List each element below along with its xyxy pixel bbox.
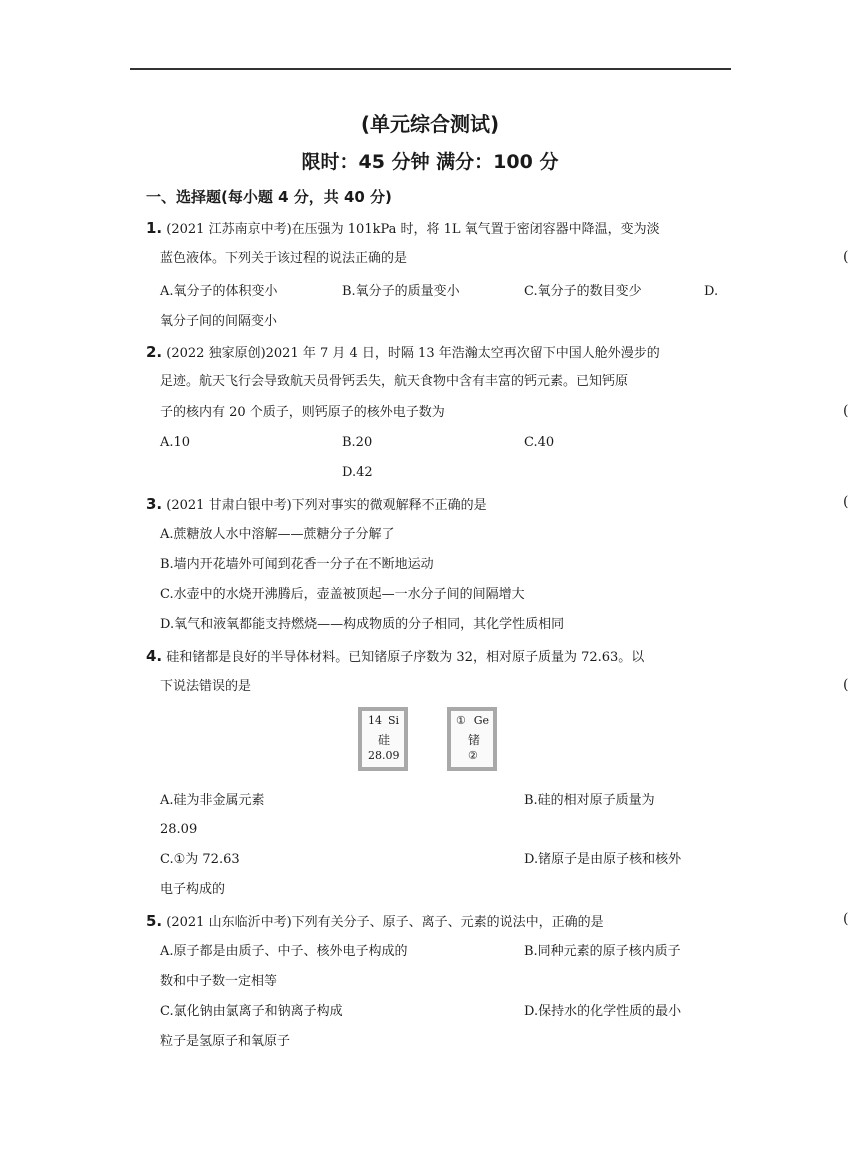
question-5 — [146, 911, 604, 933]
option-a: A.10 — [160, 435, 191, 450]
question-number: 2. — [146, 343, 163, 361]
answer-paren: ( — [843, 677, 849, 693]
element-name: 锗 — [468, 733, 481, 747]
option-d-continued: 电子构成的 — [160, 882, 226, 897]
element-symbol: Si — [387, 714, 399, 727]
option-d: D.保持水的化学性质的最小 — [524, 1004, 682, 1019]
option-a: A.原子都是由质子、中子、核外电子构成的 — [160, 944, 408, 959]
answer-paren: ( — [843, 249, 849, 265]
question-text: (2022 独家原创)2021 年 7 月 4 日，时隔 13 年浩瀚太空再次留下中国人舱外漫步的 — [166, 346, 660, 361]
element-symbol: Ge — [473, 714, 489, 727]
option-d-continued: 粒子是氢原子和氧原子 — [160, 1034, 291, 1049]
option-c: C.氧分子的数目变少 — [524, 284, 642, 299]
option-b: B.20 — [342, 435, 373, 450]
header-rule — [130, 68, 731, 70]
option-b-continued: 28.09 — [160, 822, 198, 837]
question-text: (2021 江苏南京中考)在压强为 101kPa 时，将 1L 氧气置于密闭容器中降温，变为淡 — [166, 222, 660, 237]
option-b: B.氧分子的质量变小 — [342, 284, 460, 299]
option-a: A.氧分子的体积变小 — [160, 284, 278, 299]
option-c: C.①为 72.63 — [160, 852, 240, 867]
option-b: B.墙内开花墙外可闻到花香一分子在不断地运动 — [160, 557, 434, 572]
question-number: 1. — [146, 219, 163, 237]
answer-paren: ( — [843, 911, 849, 927]
atomic-mass: 28.09 — [368, 749, 400, 762]
option-c: C.氯化钠由氯离子和钠离子构成 — [160, 1004, 343, 1019]
question-3 — [146, 494, 487, 516]
option-d: D.42 — [342, 465, 373, 480]
question-text: (2021 甘肃白银中考)下列对事实的微观解释不正确的是 — [166, 498, 487, 513]
answer-paren: ( — [843, 494, 849, 510]
option-d-label: D. — [704, 284, 719, 299]
atomic-number: 14 — [368, 714, 382, 727]
element-tile-germanium — [447, 707, 497, 771]
section-heading: 一、选择题(每小题 4 分，共 40 分) — [146, 188, 392, 206]
option-d: D.氧气和液氧都能支持燃烧——构成物质的分子相同，其化学性质相同 — [160, 617, 565, 632]
page-title: (单元综合测试) — [360, 112, 500, 136]
answer-paren: ( — [843, 403, 849, 419]
atomic-mass: ② — [468, 749, 478, 762]
question-4 — [146, 646, 644, 668]
question-text: 子的核内有 20 个质子，则钙原子的核外电子数为 — [160, 405, 445, 420]
element-name: 硅 — [378, 733, 391, 747]
option-b-continued: 数和中子数一定相等 — [160, 974, 278, 989]
option-b: B.硅的相对原子质量为 — [524, 793, 655, 808]
option-d: D.锗原子是由原子核和核外 — [524, 852, 682, 867]
option-b: B.同种元素的原子核内质子 — [524, 944, 681, 959]
question-text: 蓝色液体。下列关于该过程的说法正确的是 — [160, 251, 408, 266]
question-number: 4. — [146, 647, 163, 665]
option-a: A.硅为非金属元素 — [160, 793, 265, 808]
question-1 — [146, 218, 660, 240]
question-number: 3. — [146, 495, 163, 513]
question-text: 下说法错误的是 — [160, 679, 252, 694]
question-text: (2021 山东临沂中考)下列有关分子、原子、离子、元素的说法中，正确的是 — [166, 915, 604, 930]
question-text: 足迹。航天飞行会导致航天员骨钙丢失，航天食物中含有丰富的钙元素。已知钙原 — [160, 374, 629, 389]
option-c: C.40 — [524, 435, 555, 450]
atomic-number: ① — [456, 714, 466, 727]
element-tile-silicon — [358, 707, 408, 771]
question-number: 5. — [146, 912, 163, 930]
question-2 — [146, 342, 660, 364]
option-c: C.水壶中的水烧开沸腾后，壶盖被顶起—一水分子间的间隔增大 — [160, 587, 525, 602]
option-d: 氧分子间的间隔变小 — [160, 314, 278, 329]
option-a: A.蔗糖放人水中溶解——蔗糖分子分解了 — [160, 527, 395, 542]
question-text: 硅和锗都是良好的半导体材料。已知锗原子序数为 32，相对原子质量为 72.63。以 — [166, 650, 645, 665]
time-score-info: 限时：45 分钟 满分：100 分 — [301, 151, 559, 173]
